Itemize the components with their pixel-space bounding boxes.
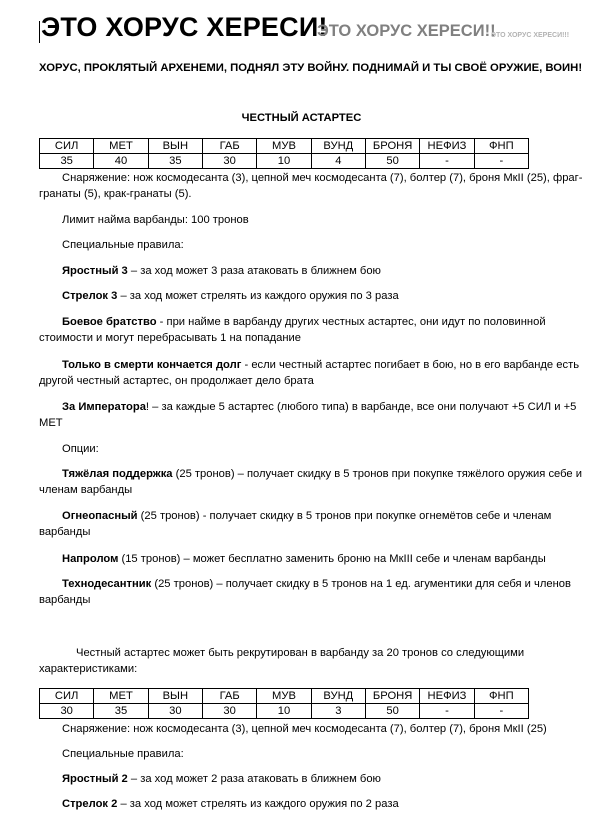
stat-header: МУВ (257, 689, 311, 704)
stats-value-row (40, 704, 529, 719)
rule-paragraph: Стрелок 2 – за ход может стрелять из каждого оружия по 2 раза (62, 798, 399, 810)
option-paragraph: Технодесантник (25 тронов) – получает скидку в 5 тронов на 1 ед. агументики для себя и членов варбанды (39, 578, 571, 606)
heading-small: ЭТО ХОРУС ХЕРЕСИ!!! (491, 32, 570, 39)
stat-header: ФНП (474, 139, 528, 154)
rule-name: За Императора (62, 401, 146, 413)
stat-value: 30 (202, 704, 256, 719)
stat-header: БРОНЯ (365, 139, 419, 154)
stats-table-1 (39, 138, 529, 169)
heading-large: ЭТО ХОРУС ХЕРЕСИ! (41, 12, 328, 42)
stat-value: 35 (40, 154, 94, 169)
stat-value: 3 (311, 704, 365, 719)
text-cursor (39, 21, 40, 43)
stat-value: - (420, 704, 474, 719)
rule-paragraph: За Императора! – за каждые 5 астартес (любого типа) в варбанде, все они получают +5 СИЛ и +5 МЕТ (39, 401, 577, 429)
stat-header: ГАБ (202, 689, 256, 704)
stat-value: 30 (202, 154, 256, 169)
stat-header: БРОНЯ (365, 689, 419, 704)
limit-paragraph: Лимит найма варбанды: 100 тронов (62, 214, 249, 226)
rule-name: Боевое братство (62, 316, 157, 328)
stat-header: НЕФИЗ (420, 689, 474, 704)
stat-value: 40 (94, 154, 148, 169)
option-name: Напролом (62, 553, 119, 565)
stats-header-row (40, 689, 529, 704)
rule-paragraph: Стрелок 3 – за ход может стрелять из каждого оружия по 3 раза (62, 290, 399, 302)
option-paragraph: Тяжёлая поддержка (25 тронов) – получает скидку в 5 тронов при покупке тяжёлого оружия себе и членам варбанды (39, 468, 583, 496)
rule-name: Только в смерти кончается долг (62, 359, 242, 371)
stat-header: СИЛ (40, 139, 94, 154)
special-rules-label: Специальные правила: (62, 239, 184, 251)
stat-value: 35 (148, 154, 202, 169)
stat-header: ВЫН (148, 689, 202, 704)
subtitle: ХОРУС, ПРОКЛЯТЫЙ АРХЕНЕМИ, ПОДНЯЛ ЭТУ ВОЙНУ. ПОДНИМАЙ И ТЫ СВОЁ ОРУЖИЕ, ВОИН! (39, 62, 583, 74)
stat-header: МЕТ (94, 689, 148, 704)
rule-paragraph: Яростный 3 – за ход может 3 раза атаковать в ближнем бою (62, 265, 381, 277)
rule-name: Яростный 3 (62, 265, 128, 277)
stat-value: 50 (365, 154, 419, 169)
stat-value: - (474, 154, 528, 169)
stat-value: - (420, 154, 474, 169)
section-title: ЧЕСТНЫЙ АСТАРТЕС (241, 112, 362, 124)
rule-paragraph: Только в смерти кончается долг - если честный астартес погибает в бою, но в его варбанде есть другой честный астартес, он продолжает дело брата (39, 359, 580, 387)
rule-name: Яростный 2 (62, 773, 128, 785)
stat-header: МУВ (257, 139, 311, 154)
stat-value: 4 (311, 154, 365, 169)
stat-header: МЕТ (94, 139, 148, 154)
stat-value: 10 (257, 704, 311, 719)
stat-header: ВУНД (311, 689, 365, 704)
stat-value: 30 (148, 704, 202, 719)
equipment-paragraph: Снаряжение: нож космодесанта (3), цепной меч космодесанта (7), болтер (7), броня МкII (25), фраг-гранаты (5), крак-гранаты (5). (39, 172, 583, 200)
option-name: Технодесантник (62, 578, 152, 590)
option-name: Тяжёлая поддержка (62, 468, 173, 480)
stat-value: 30 (40, 704, 94, 719)
options-label: Опции: (62, 443, 99, 455)
stat-header: ФНП (474, 689, 528, 704)
stat-header: ВЫН (148, 139, 202, 154)
special-rules-label: Специальные правила: (62, 748, 184, 760)
stats-value-row (40, 154, 529, 169)
stat-value: 50 (365, 704, 419, 719)
stats-header-row (40, 139, 529, 154)
option-name: Огнеопасный (62, 510, 138, 522)
option-paragraph: Огнеопасный (25 тронов) - получает скидку в 5 тронов при покупке огнемётов себе и членам варбанды (39, 510, 552, 538)
rule-name: Стрелок 3 (62, 290, 118, 302)
stat-header: НЕФИЗ (420, 139, 474, 154)
stat-value: - (474, 704, 528, 719)
stat-header: ВУНД (311, 139, 365, 154)
stat-value: 35 (94, 704, 148, 719)
option-paragraph: Напролом (15 тронов) – может бесплатно заменить броню на МкIII себе и членам варбанды (62, 553, 546, 565)
stat-header: ГАБ (202, 139, 256, 154)
recruit-intro-paragraph: Честный астартес может быть рекрутирован в варбанду за 20 тронов со следующими характеристиками: (39, 647, 525, 675)
stats-table-2 (39, 688, 529, 719)
stat-header: СИЛ (40, 689, 94, 704)
rule-paragraph: Боевое братство - при найме в варбанду других честных астартес, они идут по половинной стоимости и могут перебрасывать 1 на попадание (39, 316, 546, 344)
stat-value: 10 (257, 154, 311, 169)
heading-medium: ЭТО ХОРУС ХЕРЕСИ!! (317, 22, 496, 40)
rule-paragraph: Яростный 2 – за ход может 2 раза атаковать в ближнем бою (62, 773, 381, 785)
equipment-paragraph: Снаряжение: нож космодесанта (3), цепной меч космодесанта (7), болтер (7), броня МкII (25) (62, 723, 547, 735)
rule-name: Стрелок 2 (62, 798, 118, 810)
